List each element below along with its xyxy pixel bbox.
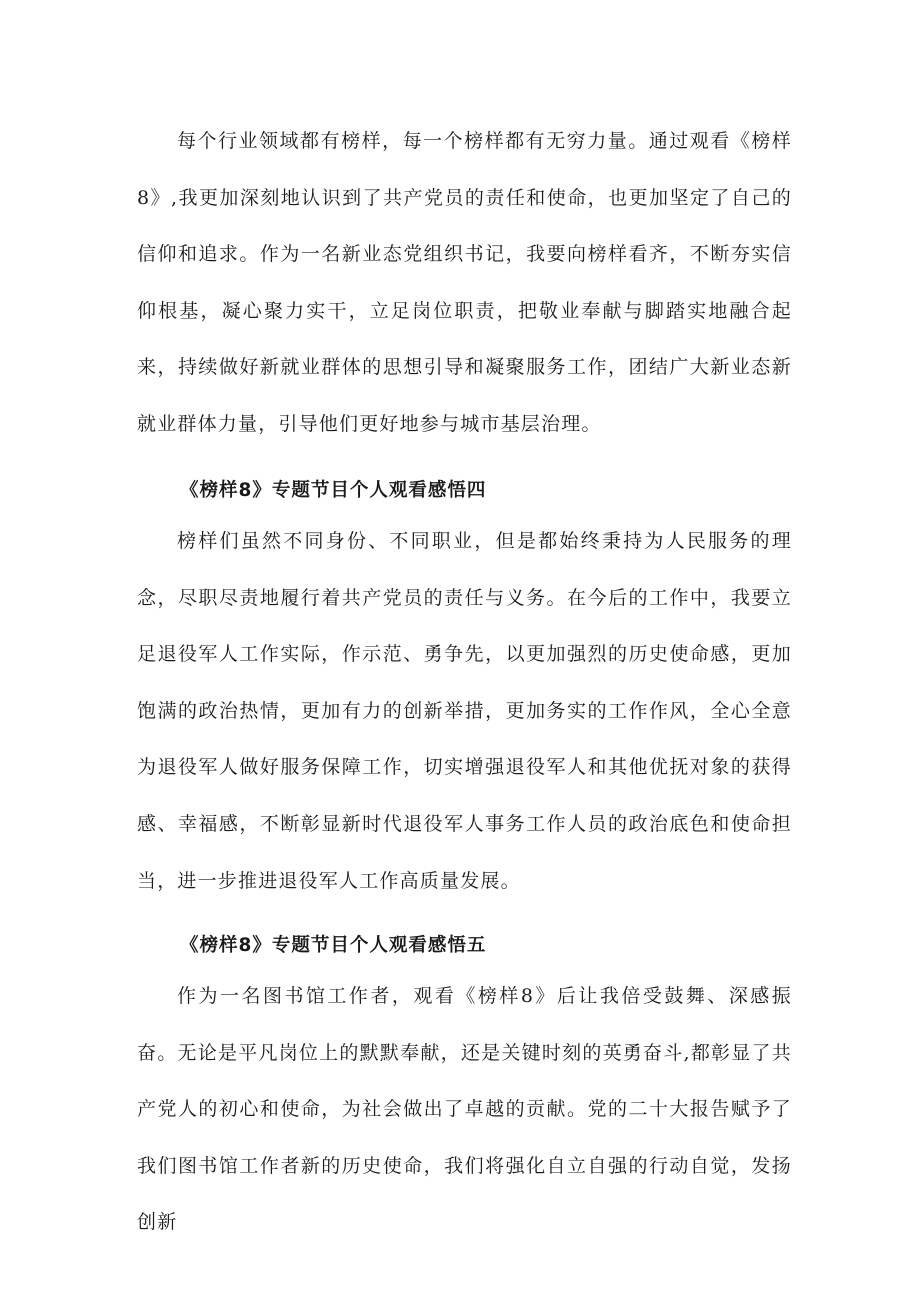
- section-heading: 《榜样8》专题节目个人观看感悟四: [180, 480, 487, 501]
- body-paragraph: 榜样们虽然不同身份、不同职业，但是都始终秉持为人民服务的理念，尽职尽责地履行着共产党员的责任与义务。在今后的工作中，我要立足退役军人工作实际，作示范、勇争先，以更加强烈的历史使命感，更加饱满的政治热情，更加有力的创新举措，更加务实的工作作风，全心全意为退役军人做好服务保障工作，切实增强退役军人和其他优抚对象的获得感、幸福感，不断彰显新时代退役军人事务工作人员的政治底色和使命担当，进一步推进退役军人工作高质量发展。: [137, 530, 792, 892]
- body-paragraph: 每个行业领域都有榜样，每一个榜样都有无穷力量。通过观看《榜样8》,我更加深刻地认识到了共产党员的责任和使命，也更加坚定了自己的信仰和追求。作为一名新业态党组织书记，我要向榜样看齐，不断夯实信仰根基，凝心聚力实干，立足岗位职责，把敬业奉献与脚踏实地融合起来，持续做好新就业群体的思想引导和凝聚服务工作，团结广大新业态新就业群体力量，引导他们更好地参与城市基层治理。: [137, 130, 792, 435]
- body-paragraph: 作为一名图书馆工作者，观看《榜样8》后让我倍受鼓舞、深感振奋。无论是平凡岗位上的默默奉献，还是关键时刻的英勇奋斗,都彰显了共产党人的初心和使命，为社会做出了卓越的贡献。党的二十大报告赋予了我们图书馆工作者新的历史使命，我们将强化自立自强的行动自觉，发扬创新: [137, 985, 792, 1234]
- section-heading: 《榜样8》专题节目个人观看感悟五: [180, 935, 487, 956]
